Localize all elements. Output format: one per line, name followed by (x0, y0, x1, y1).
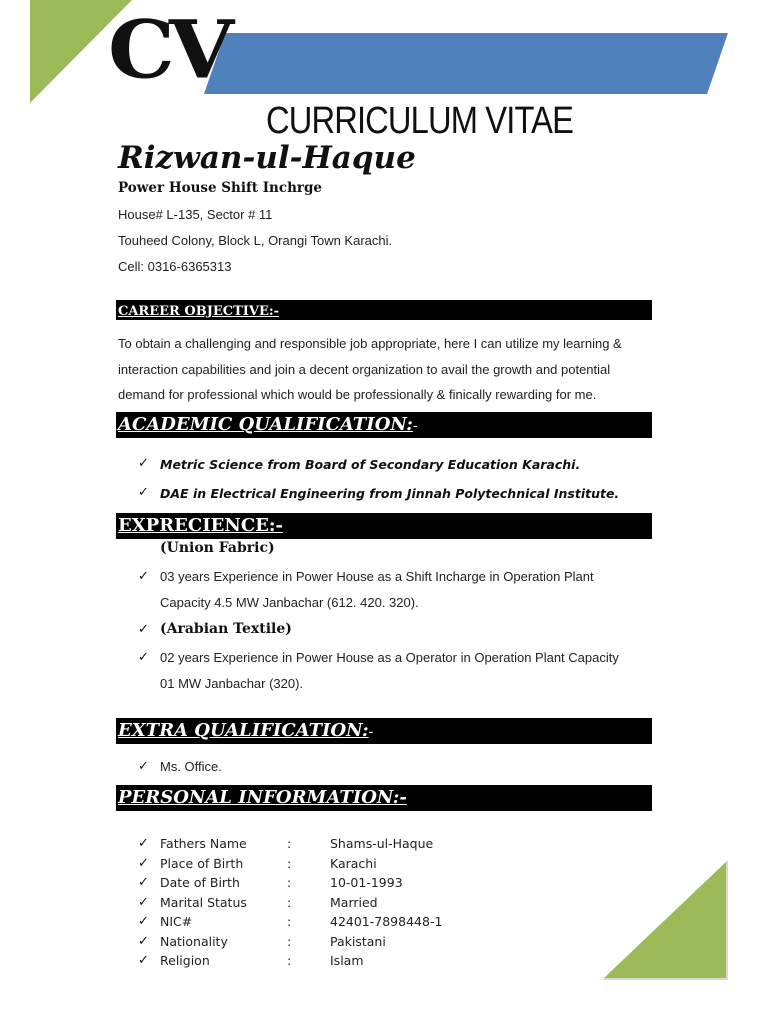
personal-info-separator: : (287, 914, 292, 929)
personal-info-value: 10-01-1993 (330, 875, 403, 890)
company-name: (Union Fabric) (160, 540, 275, 556)
check-icon: ✓ (138, 485, 149, 500)
extra-qualification-heading: EXTRA QUALIFICATION: (118, 720, 369, 741)
personal-info-label: Date of Birth (160, 875, 240, 890)
personal-info-value: Pakistani (330, 933, 386, 949)
extra-item: Ms. Office. (160, 759, 222, 774)
check-icon: ✓ (138, 622, 149, 637)
address-line-1: House# L-135, Sector # 11 (118, 207, 273, 222)
career-line: To obtain a challenging and responsible job appropriate, here I can utilize my learning & (118, 336, 622, 351)
personal-info-label: Fathers Name (160, 836, 247, 851)
career-line: interaction capabilities and join a decent organization to avail the growth and potential (118, 361, 611, 377)
academic-heading-bar (116, 412, 652, 438)
personal-info-heading-bar (116, 785, 652, 811)
personal-info-separator: : (287, 933, 292, 949)
career-objective-text (118, 331, 658, 408)
personal-info-label: NIC# (160, 914, 193, 929)
personal-info-value: Karachi (330, 855, 377, 871)
green-corner-triangle-bottom (604, 862, 726, 978)
personal-info-heading: PERSONAL INFORMATION:- (118, 787, 407, 808)
experience-heading: EXPRECIENCE:- (118, 515, 283, 536)
career-objective-heading: CAREER OBJECTIVE:- (118, 304, 280, 319)
extra-qualification-heading-bar (116, 718, 652, 744)
experience-heading-bar (116, 513, 652, 539)
personal-info-separator: : (287, 875, 292, 890)
cell-number: Cell: 0316-6365313 (118, 259, 232, 274)
personal-info-label: Marital Status (160, 894, 247, 910)
academic-item: DAE in Electrical Engineering from Jinnah Polytechnical Institute. (160, 486, 620, 501)
personal-info-separator: : (287, 855, 292, 871)
check-icon: ✓ (138, 953, 149, 968)
personal-info-value: Islam (330, 953, 364, 968)
person-name: Rizwan-ul-Haque (118, 140, 416, 176)
blue-header-bar (204, 33, 728, 94)
address-line-2: Touheed Colony, Block L, Orangi Town Karachi. (118, 233, 393, 248)
check-icon: ✓ (138, 456, 149, 471)
career-line: demand for professional which would be professionally & finically rewarding for me. (118, 387, 597, 402)
check-icon: ✓ (138, 569, 149, 584)
check-icon: ✓ (138, 836, 149, 851)
academic-heading-suffix: - (412, 419, 418, 434)
academic-item: Metric Science from Board of Secondary Education Karachi. (160, 457, 581, 472)
personal-info-label: Religion (160, 953, 210, 968)
personal-info-value: Shams-ul-Haque (330, 836, 434, 851)
check-icon: ✓ (138, 914, 149, 929)
person-role: Power House Shift Inchrge (118, 180, 323, 196)
check-icon: ✓ (138, 650, 149, 665)
personal-info-separator: : (287, 836, 292, 851)
academic-heading: ACADEMIC QUALIFICATION: (118, 414, 413, 435)
personal-info-label: Nationality (160, 933, 228, 949)
experience-item-line: Capacity 4.5 MW Janbachar (612. 420. 320). (160, 595, 419, 610)
personal-info-value: Married (330, 894, 378, 910)
check-icon: ✓ (138, 855, 149, 871)
check-icon: ✓ (138, 933, 149, 949)
check-icon: ✓ (138, 875, 149, 890)
experience-item-line: 02 years Experience in Power House as a Operator in Operation Plant Capacity (160, 650, 619, 665)
extra-heading-suffix: - (368, 725, 374, 740)
company-name: (Arabian Textile) (160, 621, 292, 637)
career-objective-heading-bar (116, 300, 652, 320)
personal-info-label: Place of Birth (160, 855, 244, 871)
check-icon: ✓ (138, 759, 149, 774)
check-icon: ✓ (138, 894, 149, 910)
personal-info-separator: : (287, 953, 292, 968)
personal-info-separator: : (287, 894, 292, 910)
personal-info-value: 42401-7898448-1 (330, 914, 443, 929)
cv-logo: CV (108, 2, 229, 97)
experience-item-line: 01 MW Janbachar (320). (160, 676, 304, 691)
experience-item-line: 03 years Experience in Power House as a Shift Incharge in Operation Plant (160, 569, 594, 584)
page-title: CURRICULUM VITAE (266, 100, 574, 142)
